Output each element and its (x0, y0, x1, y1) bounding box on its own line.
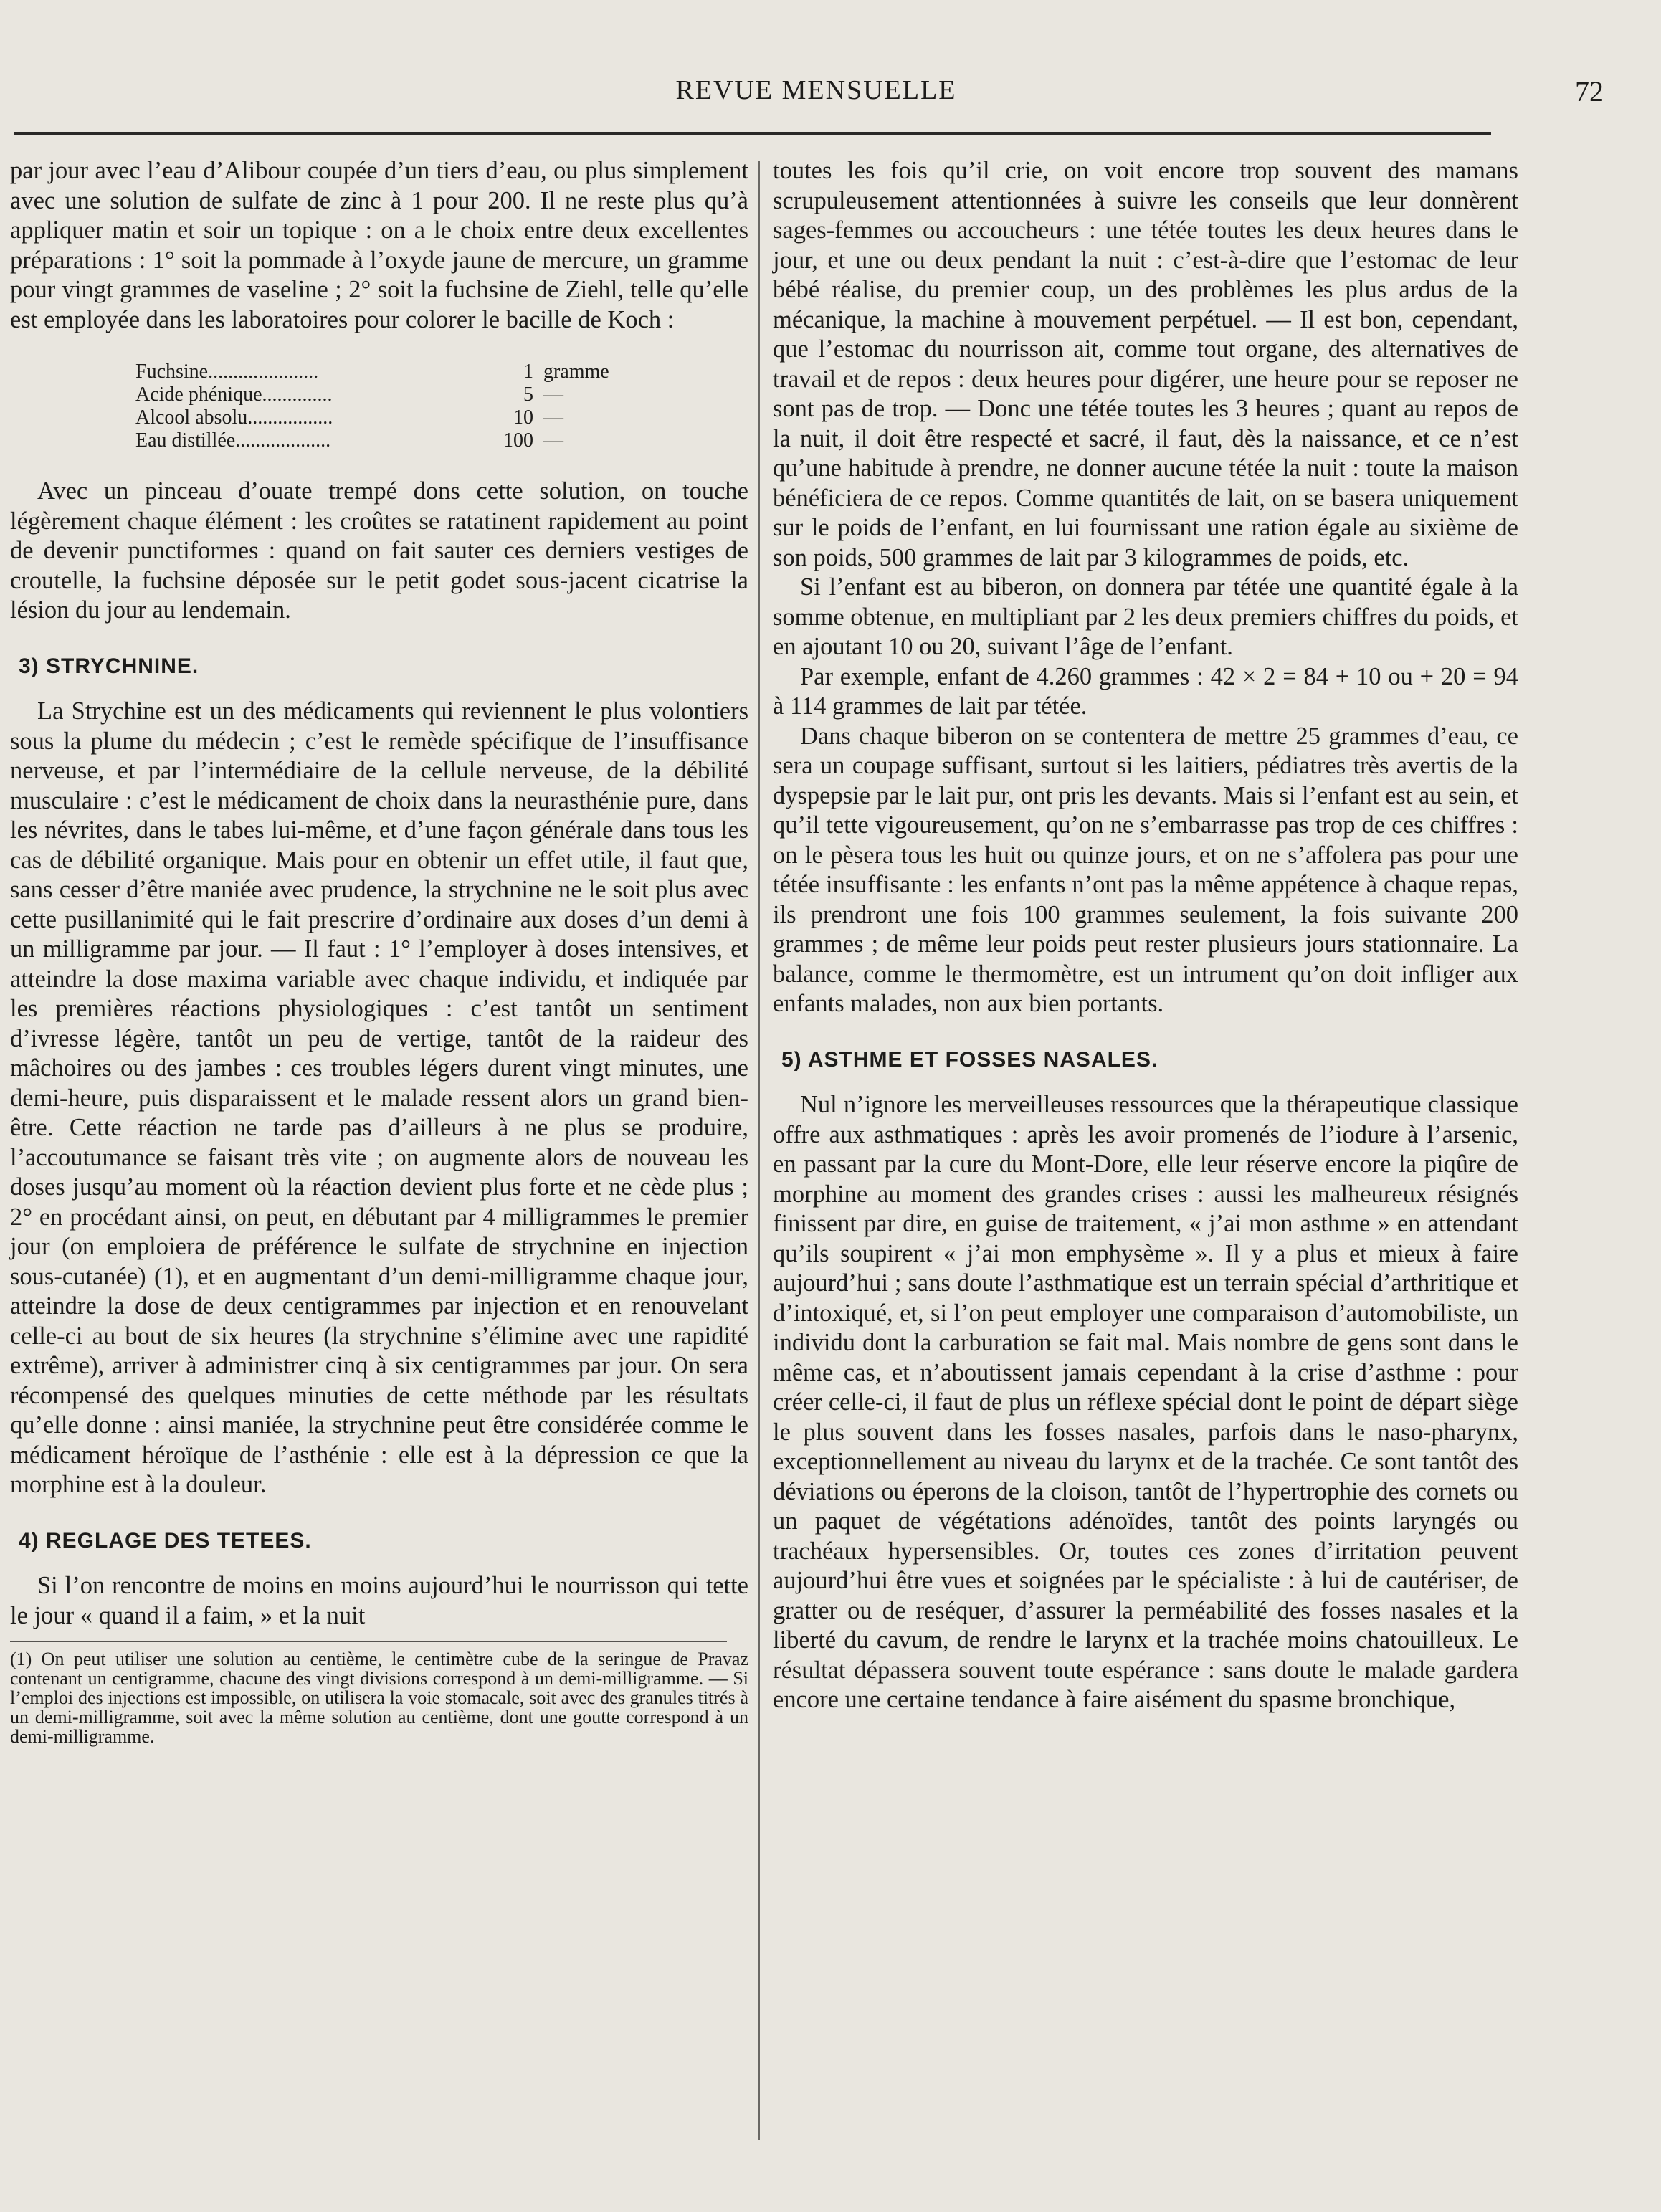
formula-row (135, 406, 609, 429)
paragraph: Si l’enfant est au biberon, on donnera par tétée une quantité égale à la somme obtenue, en multipliant par 2 les deux premiers chiffres du poids, et en ajoutant 10 ou 20, suivant l’âge de l’enfant. (773, 573, 1518, 660)
running-head (29, 75, 1604, 118)
paragraph: Dans chaque biberon on se contentera de mettre 25 grammes d’eau, ce sera un coupage suffisant, surtout si les laitiers, pédiatres très avertis de la dyspepsie par le lait pur, ont pris les devants. Mais si l’enfant est au sein, et qu’il tette vigoureusement, qu’on ne s’embarrasse pas trop de ces chiffres : on le pèsera tous les huit ou quinze jours, et on ne s’affolera pas pour une tétée insuffisante : les enfants n’ont pas la même appétence à chaque repas, ils prendront une fois 100 grammes seulement, la fois suivante 200 grammes ; de même leur poids peut rester plusieurs jours stationnaire. La balance, comme le thermomètre, est un intrument qu’on doit infliger aux enfants malades, non aux bien portants. (773, 722, 1518, 1017)
formula-quantity: 100 (503, 429, 533, 452)
footnote-rule (10, 1641, 727, 1642)
paragraph: par jour avec l’eau d’Alibour coupée d’un tiers d’eau, ou plus simplement avec une solution de sulfate de zinc à 1 pour 200. Il ne reste plus qu’à appliquer matin et soir un topique : on a le choix entre deux excellentes préparations : 1° soit la pommade à l’oxyde jaune de mercure, un gramme pour vingt grammes de vaseline ; 2° soit la fuchsine de Ziehl, telle qu’elle est employée dans les laboratoires pour colorer le bacille de Koch : (10, 157, 748, 333)
page-number: 72 (1575, 75, 1604, 108)
formula-table (135, 361, 609, 452)
paragraph: Nul n’ignore les merveilleuses ressources que la thérapeutique classique offre aux asthmatiques : après les avoir promenés de l’iodure à l’arsenic, en passant par la cure du Mont-Dore, elle leur réserve encore la piqûre de morphine au moment des grandes crises : aussi les malheureux résignés finissent par dire, en guise de traitement, « j’ai mon asthme » en attendant qu’ils soupirent « j’ai mon emphysème ». Il y a plus et mieux à faire aujourd’hui ; sans doute l’asthmatique est un terrain spécial d’arthritique et d’intoxiqué, et, si l’on peut employer une comparaison d’automobiliste, un individu dont la carburation se fait mal. Mais nombre de gens sont dans le même cas, et n’aboutissent jamais cependant à la crise d’asthme : pour créer celle-ci, il faut de plus un réflexe spécial dont le point de départ siège le plus souvent dans les fosses nasales, parfois dans le naso-pharynx, exceptionnellement au niveau du larynx et de la trachée. Ce sont tantôt des déviations ou éperons de la cloison, tantôt de l’hypertrophie des cornets ou un paquet de végétations adénoïdes, tantôt des points laryngés ou trachéaux hypersensibles. Or, toutes ces zones d’irritation peuvent aujourd’hui être vues et soignées par le spécialiste : à lui de cautériser, de gratter ou de reséquer, d’assurer la perméabilité des fosses nasales et la liberté du cavum, de rendre le larynx et la trachée moins chatouilleux. Le résultat dépassera souvent toute espérance : sans doute le malade gardera encore une certaine tendance à faire aisément du spasme bronchique, (773, 1091, 1518, 1713)
formula-unit: — (543, 406, 563, 429)
header-rule (14, 132, 1491, 135)
formula-ingredient: Alcool absolu................. (135, 406, 333, 429)
paragraph: toutes les fois qu’il crie, on voit encore trop souvent des mamans scrupuleusement attentionnées à suivre les conseils que leur donnèrent sages-femmes ou accoucheurs : une tétée toutes les deux heures dans le jour, et une ou deux pendant la nuit : c’est-à-dire que l’estomac de leur bébé réalise, du premier coup, un des problèmes les plus ardus de la mécanique, la machine à mouvement perpétuel. — Il est bon, cependant, que l’estomac du nourrisson ait, comme tout organe, des alternatives de travail et de repos : deux heures pour digérer, une heure pour se reposer ne sont pas de trop. — Donc une tétée toutes les 3 heures ; quant au repos de la nuit, il doit être respecté et sacré, il faut, dès la naissance, et ce n’est qu’une habitude à prendre, ne donner aucune tétée la nuit : toute la maison bénéficiera de ce repos. Comme quantités de lait, on se basera uniquement sur le poids de l’enfant, en lui fournissant une ration égale au sixième de son poids, 500 grammes de lait par 3 kilogrammes de poids, etc. (773, 157, 1518, 571)
formula-row (135, 383, 609, 406)
left-column (10, 156, 748, 2135)
formula-ingredient: Fuchsine...................... (135, 361, 319, 383)
column-divider (758, 161, 760, 2140)
paragraph: Avec un pinceau d’ouate trempé dons cette solution, on touche légèrement chaque élément : les croûtes se ratatinent rapidement au point de devenir punctiformes : quand on fait sauter ces derniers vestiges de croutelle, la fuchsine déposée sur le petit godet sous-jacent cicatrise la lésion du jour au lendemain. (10, 477, 748, 624)
formula-unit: — (543, 383, 563, 406)
formula-quantity: 10 (513, 406, 533, 429)
section-heading: 3) STRYCHNINE. (19, 654, 199, 678)
section-heading: 4) REGLAGE DES TETEES. (19, 1528, 312, 1553)
formula-unit: — (543, 429, 563, 452)
running-title: REVUE MENSUELLE (675, 75, 957, 105)
formula-ingredient: Acide phénique.............. (135, 383, 333, 406)
formula-row (135, 361, 609, 383)
formula-unit: gramme (543, 361, 609, 383)
section-heading: 5) ASTHME ET FOSSES NASALES. (781, 1047, 1158, 1072)
paragraph: Si l’on rencontre de moins en moins aujourd’hui le nourrisson qui tette le jour « quand il a faim, » et la nuit (10, 1572, 748, 1629)
paragraph: La Strychine est un des médicaments qui reviennent le plus volontiers sous la plume du médecin ; c’est le remède spécifique de l’insuffisance nerveuse, et par l’intermédiaire de la cellule nerveuse, de la débilité musculaire : c’est le médicament de choix dans la neurasthénie pure, dans les névrites, dans le tabes lui-même, et d’une façon générale dans tous les cas de débilité organique. Mais pour en obtenir un effet utile, il faut que, sans cesser d’être maniée avec prudence, la strychnine ne le soit plus avec cette pusillanimité qui le fait prescrire d’ordinaire aux doses d’un demi à un milligramme par jour. — Il faut : 1° l’employer à doses intensives, et atteindre la dose maxima variable avec chaque individu, et indiquée par les premières réactions physiologiques : c’est tantôt un sentiment d’ivresse légère, tantôt un peu de vertige, tantôt de la raideur des mâchoires ou des jambes : ces troubles légers durent vingt minutes, une demi-heure, puis disparaissent et le malade ressent alors un grand bien-être. Cette réaction ne tarde pas d’ailleurs à ne plus se produire, l’accoutumance se faisant très vite ; on augmente alors de nouveau les doses jusqu’au moment où la réaction devient plus forte et ne cède plus ; 2° en procédant ainsi, on peut, en débutant par 4 milligrammes le premier jour (on emploiera de préférence le sulfate de strychnine en injection sous-cutanée) (1), et en augmentant d’un demi-milligramme chaque jour, atteindre la dose de deux centigrammes par injection et en renouvelant celle-ci au bout de six heures (la strychnine s’élimine avec une rapidité extrême), arriver à administrer cinq à six centigrammes par jour. On sera récompensé des quelques minuties de cette méthode par les résultats qu’elle donne : ainsi maniée, la strychnine peut être considérée comme le médicament héroïque de l’asthénie : elle est à la dépression ce que la morphine est à la douleur. (10, 697, 748, 1498)
footnote: (1) On peut utiliser une solution au centième, le centimètre cube de la seringue de Pravaz contenant un centigramme, chacune des vingt divisions correspond à un demi-milligramme. — Si l’emploi des injections est impossible, on utilisera la voie stomacale, soit avec des granules titrés à un demi-milligramme, soit avec la même solution au centième, dont une goutte correspond à un demi-milligramme. (10, 1649, 748, 1747)
right-column (773, 156, 1518, 2135)
paragraph: Par exemple, enfant de 4.260 grammes : 42 × 2 = 84 + 10 ou + 20 = 94 à 114 grammes de lait par tétée. (773, 662, 1518, 720)
formula-quantity: 1 (523, 361, 533, 383)
formula-quantity: 5 (523, 383, 533, 406)
formula-ingredient: Eau distillée................... (135, 429, 331, 452)
formula-row (135, 429, 609, 452)
